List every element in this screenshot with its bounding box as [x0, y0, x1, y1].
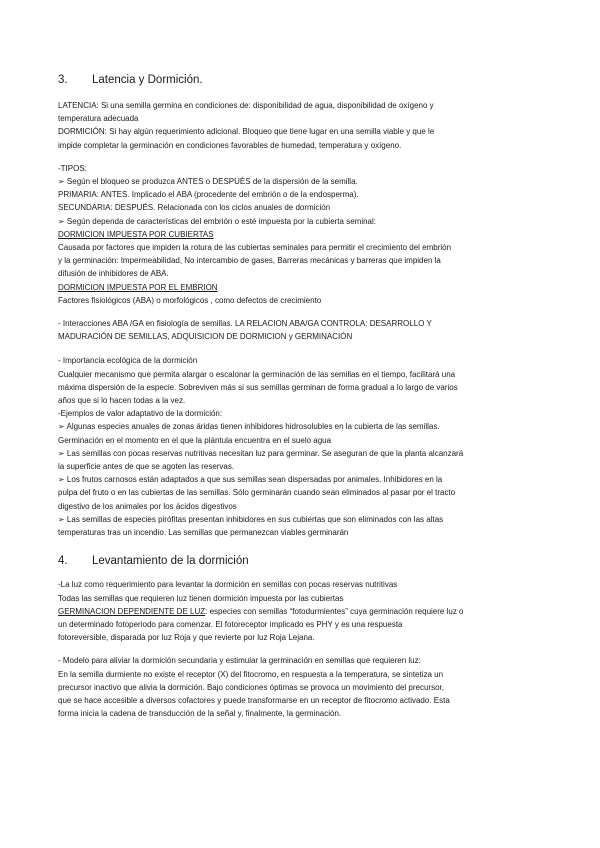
text-line: SECUNDARIA: DESPUÉS. Relacionada con los ciclos anuales de dormición — [58, 203, 331, 213]
luz-paragraph — [58, 578, 554, 644]
text-line: difusión de inhibidores de ABA. — [58, 269, 169, 279]
text-line: la superficie antes de que se agoten las reservas. — [58, 462, 235, 472]
text-line: Cualquier mecanismo que permita alargar o escalonar la germinación de las semillas en el tiempo, facilitará una — [58, 369, 456, 379]
text-line: - Interacciones ABA /GA en fisiología de semillas. LA RELACION ABA/GA CONTROLA: DESARROLLO Y — [58, 319, 432, 329]
text-line: digestivo de los animales por los ácidos digestivos — [58, 501, 237, 511]
text-line: forma inicia la cadena de transducción de la señal y, finalmente, la germinación. — [58, 709, 342, 719]
text-line: ➢ Según dependa de características del embrión o esté impuesta por la cubierta seminal: — [58, 216, 376, 226]
text-line: temperaturas tras un incendio. Las semillas que permanezcan viables germinarán — [58, 528, 349, 538]
text-line: ➢ Las semillas con pocas reservas nutritivas necesitan luz para germinar. Se aseguran de que la planta alcanzará — [58, 448, 464, 458]
text-line: precursor inactivo que alivia la dormición. Bajo condiciones óptimas se provoca un movimiento del precursor, — [58, 682, 444, 692]
cubiertas-heading: DORMICION IMPUESTA POR CUBIERTAS — [58, 229, 214, 239]
text-line: que se hace accesible a diversos cofactores y puede transformarse en un receptor de fitocromo activado. Esta — [58, 695, 450, 705]
section-4-title: Levantamiento de la dormición — [92, 555, 249, 568]
text-line: impide completar la germinación en condiciones favorables de humedad, temperatura y oxígeno. — [58, 140, 402, 150]
text-line: temperatura adecuada — [58, 114, 139, 124]
text-line: ➢ Las semillas de especies pirófitas presentan inhibidores en sus cubiertas que son eliminados con las altas — [58, 514, 444, 524]
text-line: Germinación en el momento en el que la plántula encuentra en el suelo agua — [58, 435, 332, 445]
text-line: MADURACIÓN DE SEMILLAS, ADQUISICION DE DORMICION y GERMINACIÓN — [58, 332, 353, 342]
text-line: años que si lo hacen todas a la vez. — [58, 396, 186, 406]
text-line: Causada por factores que impiden la rotura de las cubiertas seminales para permitir el crecimiento del embrión — [58, 243, 452, 253]
text-line: DORMICIÓN: Si hay algún requerimiento adicional. Bloqueo que tiene lugar en una semilla viable y que le — [58, 127, 435, 137]
text-line: fotoreversible, disparada por luz Roja y que revierte por luz Roja Lejana. — [58, 633, 315, 643]
text-line: pulpa del fruto o en las cubiertas de las semillas. Sólo germinarán cuando sean eliminados al pasar por el tracto — [58, 488, 456, 498]
text-line: En la semilla durmiente no existe el receptor (X) del fitocromo, en respuesta a la temperatura, se sintetiza un — [58, 669, 444, 679]
importancia-paragraph — [58, 354, 554, 539]
germinacion-luz-rest: : especies con semillas “fotodurmientes” cuya germinación requiere luz o — [205, 606, 464, 616]
text-line: ➢ Los frutos carnosos están adaptados a que sus semillas sean dispersadas por animales. Inhibidores en la — [58, 475, 443, 485]
germinacion-luz-line — [58, 605, 554, 618]
germinacion-luz-term: GERMINACION DEPENDIENTE DE LUZ — [58, 606, 206, 616]
section-3-heading — [58, 74, 554, 86]
intro-paragraph — [58, 99, 554, 152]
text-line: ➢ Según el bloqueo se produzca ANTES o DESPUÉS de la dispersión de la semilla. — [58, 177, 358, 187]
tipos-paragraph — [58, 162, 554, 307]
text-line: -Ejemplos de valor adaptativo de la dormición: — [58, 409, 223, 419]
text-line: PRIMARIA: ANTES. Implicado el ABA (procedente del embrión o de la endosperma). — [58, 190, 359, 200]
text-line: y la germinación: Impermeabilidad, No intercambio de gases, Barreras mecánicas y barreras que impiden la — [58, 256, 441, 266]
text-line: - Importancia ecológica de la dormición — [58, 356, 198, 366]
section-4-heading — [58, 555, 554, 567]
document-page — [58, 70, 554, 720]
text-line: - Modelo para aliviar la dormición secundaria y estimular la germinación en semillas que requieren luz: — [58, 656, 421, 666]
section-4-number: 4. — [58, 555, 68, 568]
text-line: ➢ Algunas especies anuales de zonas áridas tienen inhibidores hidrosolubles en la cubierta de las semillas. — [58, 422, 440, 432]
modelo-paragraph — [58, 654, 554, 720]
section-3-title: Latencia y Dormición. — [92, 74, 203, 86]
text-line: máxima dispersión de la especie. Sobreviven más si sus semillas germinan de forma gradual a lo largo de varios — [58, 382, 458, 392]
embrion-heading: DORMICION IMPUESTA POR EL EMBRION — [58, 282, 218, 292]
text-line: LATENCIA: Si una semilla germina en condiciones de: disponibilidad de agua, disponibilidad de oxígeno y — [58, 101, 434, 110]
text-line: Todas las semillas que requieren luz tienen dormición impuesta por las cubiertas — [58, 593, 344, 603]
text-line: -La luz como requerimiento para levantar la dormición en semillas con pocas reservas nutritivas — [58, 580, 398, 590]
text-line: -TIPOS: — [58, 163, 87, 173]
interacciones-paragraph — [58, 317, 554, 343]
section-3-number: 3. — [58, 74, 68, 86]
text-line: Factores fisiológicos (ABA) o morfológicos , como defectos de crecimiento — [58, 295, 322, 305]
text-line: un determinado fotoperiodo para comenzar. El fotoreceptor implicado es PHY y es una respuesta — [58, 619, 403, 629]
